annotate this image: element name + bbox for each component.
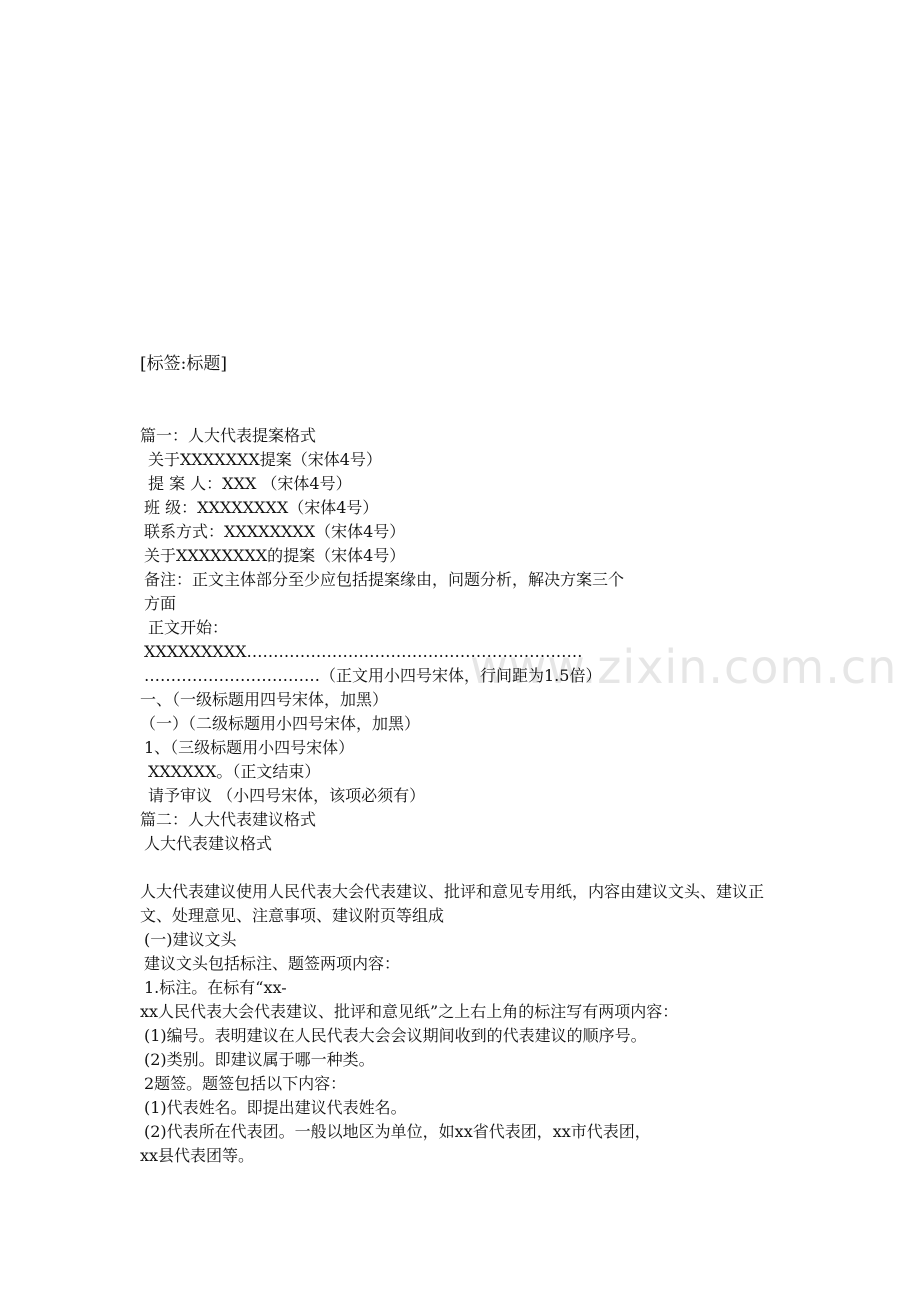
proposer-line: 提 案 人：XXX （宋体4号）	[148, 474, 352, 493]
document-body	[140, 424, 790, 1168]
watermark: www.zixin.com.cn	[470, 640, 898, 694]
representative-name-line: (1)代表姓名。即提出建议代表姓名。	[144, 1098, 407, 1117]
contact-line: 联系方式：XXXXXXXX（宋体4号）	[144, 522, 406, 541]
blank-line	[140, 856, 790, 880]
part2-subtitle: 人大代表建议格式	[144, 834, 273, 853]
level1-heading-line: 一、（一级标题用四号宋体，加黑）	[140, 690, 389, 709]
suggestion-header-heading: (一)建议文头	[144, 930, 237, 949]
number-item-line: (1)编号。表明建议在人民代表大会会议期间收到的代表建议的顺序号。	[144, 1026, 647, 1045]
body-end-line: XXXXXX。（正文结束）	[148, 762, 321, 781]
body-start-line: 正文开始：	[148, 618, 229, 637]
suggestion-header-content-line: 建议文头包括标注、题签两项内容：	[144, 954, 401, 973]
delegation-continuation-line: xx县代表团等。	[140, 1146, 255, 1165]
proposal-subject-line: 关于XXXXXXX提案（宋体4号）	[148, 450, 382, 469]
body-placeholder-line: XXXXXXXXX………………………………………………………	[144, 642, 583, 661]
tag-label: [标签:标题]	[140, 354, 227, 374]
review-request-line: 请予审议 （小四号宋体，该项必须有）	[148, 786, 426, 805]
class-line: 班 级：XXXXXXXX（宋体4号）	[144, 498, 379, 517]
delegation-line: (2)代表所在代表团。一般以地区为单位，如xx省代表团，xx市代表团，	[144, 1122, 651, 1141]
annotation-continuation-line: xx人民代表大会代表建议、批评和意见纸”之上右上角的标注写有两项内容：	[140, 1002, 679, 1021]
remark-continuation-line: 方面	[144, 594, 177, 613]
part2-intro-paragraph: 人大代表建议使用人民代表大会代表建议、批评和意见专用纸，内容由建议文头、建议正文、处理意见、注意事项、建议附页等组成	[140, 882, 765, 925]
category-item-line: (2)类别。即建议属于哪一种类。	[144, 1050, 375, 1069]
proposal-title-line: 关于XXXXXXXX的提案（宋体4号）	[144, 546, 406, 565]
level2-heading-line: （一）（二级标题用小四号宋体，加黑）	[140, 714, 421, 733]
remark-line: 备注：正文主体部分至少应包括提案缘由，问题分析，解决方案三个	[144, 570, 625, 589]
part2-title: 篇二：人大代表建议格式	[140, 810, 317, 829]
body-format-line: ……………………………（正文用小四号宋体，行间距为1.5倍）	[144, 666, 602, 685]
annotation-line: 1.标注。在标有“xx-	[144, 978, 287, 997]
title-tag-line: 2题签。题签包括以下内容：	[144, 1074, 347, 1093]
level3-heading-line: 1、（三级标题用小四号宋体）	[144, 738, 355, 757]
part1-title: 篇一：人大代表提案格式	[140, 426, 317, 445]
